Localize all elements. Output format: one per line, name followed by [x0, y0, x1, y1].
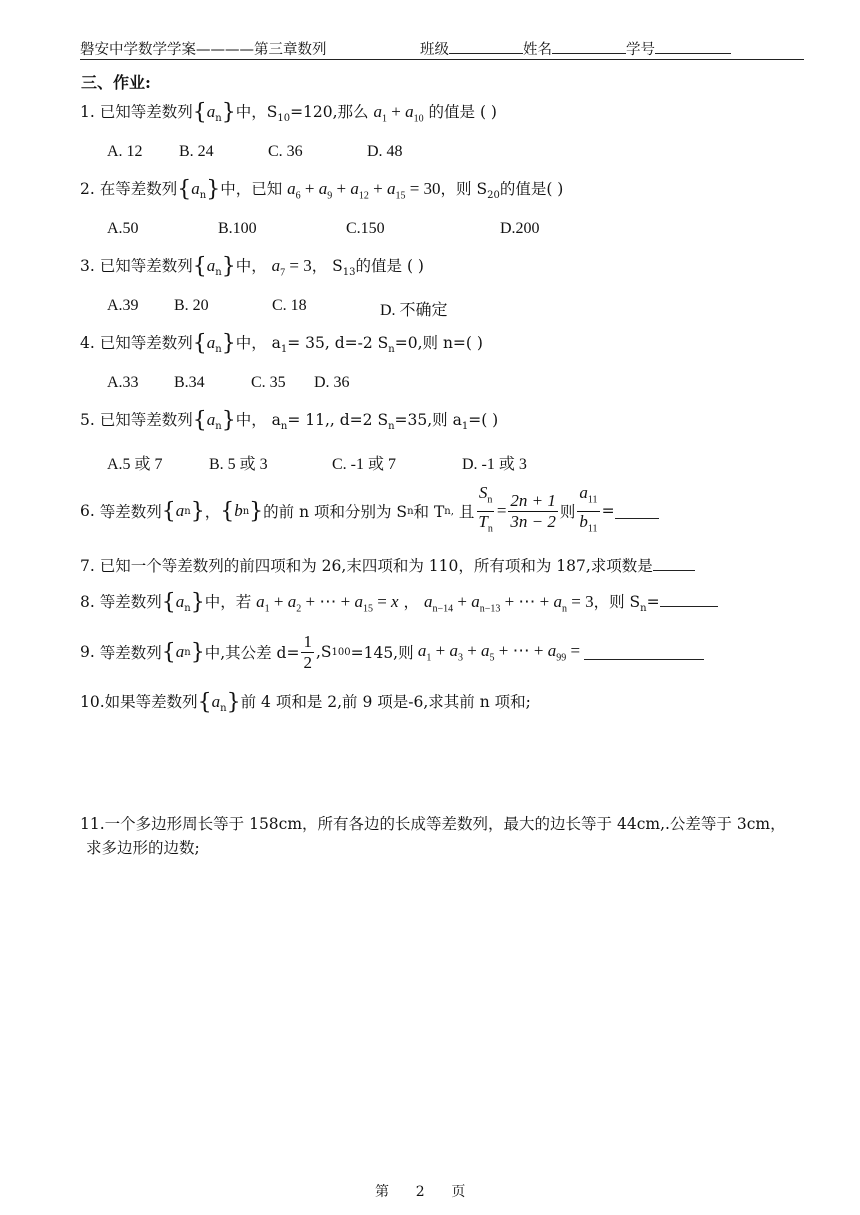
- header-title: 磐安中学数学学案————第三章数列: [80, 42, 327, 58]
- class-label: 班级: [420, 42, 449, 58]
- option-c[interactable]: C.150: [346, 220, 385, 237]
- left-brace-icon: {: [197, 690, 212, 715]
- question-3: [80, 254, 424, 279]
- question-text: 中，S: [235, 103, 278, 121]
- question-text: =145,则: [350, 644, 414, 662]
- option-a[interactable]: A. 12: [107, 143, 143, 160]
- left-brace-icon: {: [161, 639, 176, 665]
- question-text: 中,其公差 d=: [204, 644, 300, 662]
- option-a[interactable]: A.39: [107, 297, 139, 314]
- question-text: 等差数列: [99, 593, 162, 611]
- right-brace-icon: }: [221, 408, 236, 433]
- right-brace-icon: }: [221, 254, 236, 279]
- math-expression: $a_6 + a_9 + a_{12} + a_{15} = 30$: [287, 179, 441, 202]
- question-1: [80, 100, 497, 125]
- fraction-a11-b11: $\frac{a_{11}}{b_{11}}$: [579, 483, 598, 534]
- answer-blank[interactable]: [660, 591, 718, 607]
- left-brace-icon: {: [192, 408, 207, 433]
- question-text: ，则 S: [440, 180, 488, 198]
- question-number: 9.: [80, 643, 95, 661]
- sequence-symbol: a: [175, 501, 185, 520]
- question-text: 已知等差数列: [99, 103, 193, 121]
- question-number: 4.: [80, 334, 95, 352]
- option-b[interactable]: B.34: [174, 374, 205, 391]
- fraction-one-half: $\frac{1}{2}$: [303, 631, 312, 672]
- question-text: 已知一个等差数列的前四项和为 26,末四项和为 110，所有项和为 187,求项数是: [99, 557, 653, 575]
- footer-label: 第: [375, 1184, 389, 1200]
- right-brace-icon: }: [226, 690, 241, 715]
- right-brace-icon: }: [190, 639, 205, 665]
- question-text: 的值是 ( ): [355, 257, 424, 275]
- answer-blank[interactable]: [653, 555, 695, 571]
- section-title: 三、作业:: [81, 73, 151, 92]
- id-blank[interactable]: [655, 38, 731, 54]
- option-a[interactable]: A.5 或 7: [107, 456, 163, 473]
- question-text: 已知等差数列: [99, 334, 193, 352]
- question-5: [80, 408, 498, 433]
- subscript: n: [184, 505, 191, 517]
- subscript: 1: [280, 344, 288, 356]
- subscript: n: [215, 421, 222, 433]
- answer-blank[interactable]: [584, 644, 704, 660]
- left-brace-icon: {: [192, 254, 207, 279]
- question-text: 等差数列: [99, 503, 162, 521]
- question-text: = 11,, d=2 S: [287, 411, 389, 429]
- question-text: 则: [559, 503, 576, 521]
- question-text: ，: [204, 503, 221, 521]
- subscript: n: [280, 421, 288, 433]
- subscript: n: [215, 113, 222, 125]
- question-number: 7.: [80, 557, 95, 575]
- question-11: [80, 812, 786, 834]
- right-brace-icon: }: [249, 498, 264, 524]
- question-text: =: [601, 502, 615, 520]
- left-brace-icon: {: [192, 100, 207, 125]
- question-text: 中，已知: [220, 180, 283, 198]
- question-text: =35,则 a: [394, 411, 462, 429]
- right-brace-icon: }: [221, 100, 236, 125]
- subscript: n,: [444, 505, 454, 517]
- math-expression: $a_1 + a_2$ + ⋯ + $a_{15} = x$: [256, 592, 399, 615]
- fraction-sn-tn: $\frac{S_n}{T_n}$: [478, 483, 493, 534]
- question-text: 的值是 ( ): [428, 103, 497, 121]
- option-c[interactable]: C. 35: [251, 374, 286, 391]
- option-d[interactable]: D. 48: [367, 143, 403, 160]
- math-expression: $a_{n-14} + a_{n-13}$ + ⋯ + $a_n = 3$: [423, 592, 594, 615]
- question-number: 3.: [80, 257, 95, 275]
- question-text: ，则 S: [593, 593, 641, 611]
- option-d[interactable]: D. -1 或 3: [462, 456, 527, 473]
- math-expression: $a_1 + a_{10}$: [373, 102, 424, 125]
- sequence-symbol: a: [191, 179, 200, 198]
- subscript: n: [640, 603, 647, 615]
- question-text: 中，若: [204, 593, 252, 611]
- sequence-symbol: b: [234, 501, 243, 520]
- id-label: 学号: [626, 42, 655, 58]
- question-2: [80, 177, 563, 202]
- sequence-symbol: a: [206, 256, 216, 275]
- question-text: = 35, d=-2 S: [287, 334, 389, 352]
- question-text: 和 T: [413, 503, 445, 521]
- fraction-ratio: $\frac{2n + 1}{3n - 2}$: [510, 490, 556, 531]
- math-expression: $a_7 = 3$: [271, 256, 312, 279]
- question-text: 中， a: [235, 411, 281, 429]
- question-text: 如果等差数列: [104, 693, 198, 711]
- subscript: n: [184, 646, 191, 658]
- class-blank[interactable]: [449, 38, 523, 54]
- question-text: 中，: [235, 257, 267, 275]
- question-text: 且: [458, 503, 475, 521]
- question-text: 已知等差数列: [99, 257, 193, 275]
- answer-blank[interactable]: [615, 503, 659, 519]
- question-number: 6.: [80, 502, 95, 520]
- question-9: [80, 628, 704, 676]
- question-text: 的前 n 项和分别为 S: [263, 503, 408, 521]
- question-number: 5.: [80, 411, 95, 429]
- footer-label: 页: [451, 1184, 466, 1200]
- right-brace-icon: }: [206, 177, 221, 202]
- equals-sign: =: [496, 501, 507, 520]
- subscript: n: [242, 505, 250, 517]
- question-text: 在等差数列: [99, 180, 178, 198]
- option-c[interactable]: C. -1 或 7: [332, 456, 397, 473]
- right-brace-icon: }: [190, 590, 205, 615]
- left-brace-icon: {: [220, 498, 235, 524]
- option-b[interactable]: B.100: [218, 220, 257, 237]
- option-b[interactable]: B. 24: [179, 143, 214, 160]
- subscript: n: [184, 603, 191, 615]
- question-8: [80, 590, 718, 615]
- sequence-symbol: a: [175, 592, 185, 611]
- subscript: 10: [277, 113, 291, 125]
- question-text: =0,则 n=( ): [394, 334, 483, 352]
- question-text: 一个多边形周长等于 158cm，所有各边的长成等差数列，最大的边长等于 44cm,.公差等于 3cm，: [104, 815, 786, 833]
- question-text: =( ): [468, 411, 499, 429]
- question-text: 等差数列: [99, 644, 162, 662]
- option-d[interactable]: D.200: [500, 220, 540, 237]
- sequence-symbol: a: [206, 102, 216, 121]
- right-brace-icon: }: [190, 498, 205, 524]
- question-number: 2.: [80, 180, 95, 198]
- subscript: 20: [487, 190, 500, 202]
- question-number: 11.: [80, 815, 105, 833]
- left-brace-icon: {: [161, 498, 176, 524]
- question-number: 8.: [80, 593, 95, 611]
- subscript: 1: [461, 421, 469, 433]
- option-b[interactable]: B. 20: [174, 297, 209, 314]
- page-number: 2: [415, 1184, 425, 1200]
- question-4: [80, 331, 483, 356]
- sequence-symbol: a: [206, 410, 216, 429]
- question-text: 中， a: [235, 334, 281, 352]
- sequence-symbol: a: [175, 642, 185, 661]
- subscript: 13: [342, 267, 356, 279]
- header-divider: [80, 59, 804, 60]
- left-brace-icon: {: [161, 590, 176, 615]
- option-c[interactable]: C. 18: [272, 297, 307, 314]
- subscript: n: [407, 505, 414, 517]
- question-6: [80, 483, 659, 536]
- question-10: [80, 690, 531, 715]
- option-a[interactable]: A.33: [107, 374, 139, 391]
- subscript: n: [388, 344, 395, 356]
- subscript: n: [220, 703, 227, 715]
- question-number: 1.: [80, 103, 95, 121]
- option-c[interactable]: C. 36: [268, 143, 303, 160]
- sequence-symbol: a: [211, 692, 221, 711]
- option-d[interactable]: D. 不确定: [380, 302, 448, 319]
- question-number: 10.: [80, 693, 105, 711]
- left-brace-icon: {: [177, 177, 192, 202]
- question-text: =120,那么: [290, 103, 369, 121]
- question-7: [80, 554, 695, 576]
- subscript: n: [388, 421, 395, 433]
- header-fields: [420, 38, 731, 59]
- question-text: ，: [403, 593, 420, 611]
- left-brace-icon: {: [192, 331, 207, 356]
- subscript: n: [215, 267, 222, 279]
- name-label: 姓名: [523, 42, 552, 58]
- math-expression: $a_1 + a_3 + a_5$ + ⋯ + $a_{99}$ =: [413, 640, 581, 664]
- option-b[interactable]: B. 5 或 3: [209, 456, 268, 473]
- question-text: 前 4 项和是 2,前 9 项是-6,求其前 n 项和;: [240, 693, 531, 711]
- subscript: 100: [331, 646, 351, 658]
- name-blank[interactable]: [552, 38, 626, 54]
- right-brace-icon: }: [221, 331, 236, 356]
- question-text: 已知等差数列: [99, 411, 193, 429]
- sequence-symbol: a: [206, 333, 216, 352]
- subscript: n: [199, 190, 207, 202]
- question-11-line-2: 求多边形的边数;: [86, 839, 200, 857]
- question-text: ， S: [311, 257, 343, 275]
- question-text: ,S: [315, 643, 332, 661]
- question-text: 的值是( ): [499, 180, 564, 198]
- page-footer: [375, 1181, 465, 1201]
- option-a[interactable]: A.50: [107, 220, 139, 237]
- subscript: n: [215, 344, 222, 356]
- question-text: =: [646, 593, 660, 611]
- option-d[interactable]: D. 36: [314, 374, 350, 391]
